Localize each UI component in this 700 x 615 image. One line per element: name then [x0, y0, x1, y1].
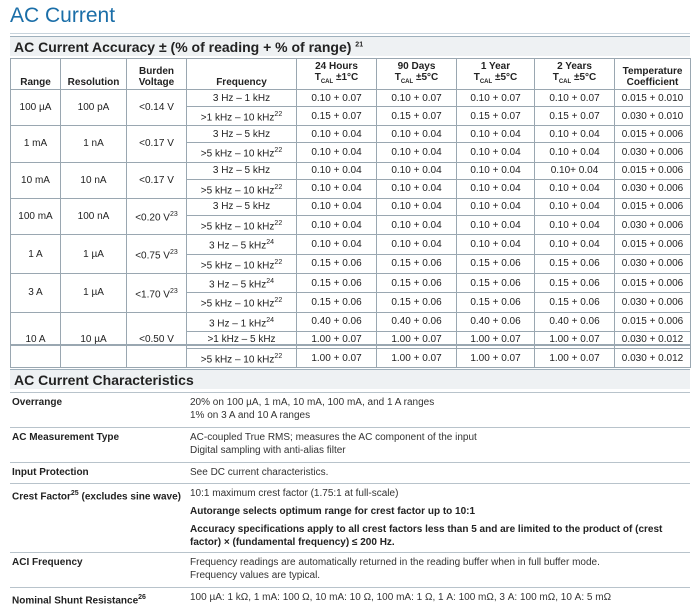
cell-accuracy: 0.10 + 0.04	[297, 162, 377, 179]
table-row	[11, 198, 691, 215]
cell-accuracy: 0.10 + 0.04	[535, 179, 615, 198]
cell-accuracy: 0.10 + 0.04	[377, 215, 457, 234]
cell-accuracy: 0.10 + 0.04	[297, 126, 377, 143]
cell-accuracy: 0.10 + 0.04	[535, 126, 615, 143]
cell-accuracy: 0.40 + 0.06	[297, 312, 377, 331]
cell-accuracy: 0.015 + 0.006	[615, 235, 691, 254]
cell-accuracy: 0.10 + 0.04	[457, 143, 535, 162]
cell-accuracy: 0.10 + 0.04	[535, 235, 615, 254]
cell-accuracy: 0.10 + 0.04	[535, 215, 615, 234]
cell-accuracy: 0.015 + 0.006	[615, 198, 691, 215]
accuracy-table	[10, 58, 691, 368]
cell-accuracy: 0.40 + 0.06	[377, 312, 457, 331]
cell-frequency: 3 Hz – 1 kHz$^{24}$	[187, 312, 297, 331]
cell-accuracy: 0.10 + 0.04	[457, 179, 535, 198]
cell-accuracy: 0.15 + 0.06	[377, 273, 457, 292]
cell-range: 10 mA	[11, 162, 61, 198]
cell-accuracy: 0.40 + 0.06	[535, 312, 615, 331]
cell-resolution: 1 µA	[61, 235, 127, 274]
table-row	[11, 312, 691, 331]
cell-frequency: >5 kHz – 10 kHz$^{22}$	[187, 215, 297, 234]
nominal-shunt-row	[10, 587, 690, 609]
cell-accuracy: 0.030 + 0.006	[615, 254, 691, 273]
overrange-label: Overrange	[12, 397, 63, 408]
col-range: Range	[11, 59, 61, 90]
col-1y: 1 Year $T_{CAL} \pm 5^\circ C$	[457, 59, 535, 90]
cell-accuracy: 0.10 + 0.07	[457, 90, 535, 107]
cell-accuracy: 0.10 + 0.04	[297, 215, 377, 234]
crest-factor-label: Crest Factor$^{25}$ (excludes sine wave)	[12, 490, 181, 503]
cell-accuracy: 0.030 + 0.006	[615, 293, 691, 312]
crest-factor-row	[10, 483, 690, 552]
overrange-text-1: 20% on 100 µA, 1 mA, 10 mA, 100 mA, and 1 A ranges	[190, 397, 435, 408]
cell-accuracy: 0.10 + 0.04	[457, 198, 535, 215]
cell-accuracy: 1.00 + 0.07	[457, 348, 535, 367]
aci-text-1: Frequency readings are automatically returned in the reading buffer when in full buffer mode.	[190, 557, 600, 568]
cell-frequency: >5 kHz – 10 kHz$^{22}$	[187, 179, 297, 198]
col-frequency: Frequency	[187, 59, 297, 90]
cell-accuracy: 0.15 + 0.06	[297, 273, 377, 292]
cell-burden: <0.20 $V^{23}$	[127, 198, 187, 234]
cell-accuracy: 1.00 + 0.07	[297, 348, 377, 367]
cell-accuracy: 0.15 + 0.06	[377, 254, 457, 273]
cell-accuracy: 0.10 + 0.04	[377, 179, 457, 198]
cell-range: 100 µA	[11, 90, 61, 126]
cell-accuracy: 0.10 + 0.04	[457, 126, 535, 143]
cell-range: 3 A	[11, 273, 61, 312]
cf-text-2: Autorange selects optimum range for crest factor up to 10:1	[190, 506, 476, 517]
cell-frequency: 3 Hz – 5 kHz$^{24}$	[187, 273, 297, 292]
cell-accuracy: 0.015 + 0.006	[615, 273, 691, 292]
cell-accuracy: 0.15 + 0.06	[297, 254, 377, 273]
cell-accuracy: 1.00 + 0.07	[535, 348, 615, 367]
cell-resolution: 1 nA	[61, 126, 127, 162]
table-row	[11, 273, 691, 292]
cell-accuracy: 0.10 + 0.04	[535, 143, 615, 162]
characteristics-section-heading: AC Current Characteristics	[10, 369, 690, 389]
cell-burden: <1.70 $V^{23}$	[127, 273, 187, 312]
cell-accuracy: 0.15 + 0.06	[377, 293, 457, 312]
acmt-text-2: Digital sampling with anti-alias filter	[190, 445, 346, 456]
cell-frequency: >1 kHz – 10 kHz$^{22}$	[187, 107, 297, 126]
cell-accuracy: 0.015 + 0.010	[615, 90, 691, 107]
cell-accuracy: 0.10 + 0.04	[297, 198, 377, 215]
cell-accuracy: 0.10 + 0.04	[377, 162, 457, 179]
accuracy-heading-text: AC Current Accuracy ± (% of reading + % of range)	[14, 39, 352, 55]
ip-text-1: See DC current characteristics.	[190, 467, 329, 478]
cell-accuracy: 0.015 + 0.006	[615, 126, 691, 143]
aci-frequency-label: ACI Frequency	[12, 557, 83, 568]
cf-text-1: 10:1 maximum crest factor (1.75:1 at full-scale)	[190, 488, 399, 499]
cell-burden: <0.14 V	[127, 90, 187, 126]
table-header-row	[11, 59, 691, 90]
cell-accuracy: 0.15 + 0.06	[297, 293, 377, 312]
cell-accuracy: 0.10 + 0.04	[297, 179, 377, 198]
cell-accuracy: 0.15 + 0.06	[535, 254, 615, 273]
input-protection-label: Input Protection	[12, 467, 89, 478]
cell-accuracy: 0.10 + 0.07	[297, 90, 377, 107]
table-row	[11, 162, 691, 179]
cell-frequency: 3 Hz – 5 kHz	[187, 198, 297, 215]
cell-frequency: 3 Hz – 5 kHz$^{24}$	[187, 235, 297, 254]
cell-burden: <0.17 V	[127, 162, 187, 198]
cell-accuracy: 0.030 + 0.006	[615, 143, 691, 162]
cell-accuracy: 0.15 + 0.06	[535, 293, 615, 312]
cf-text-3: Accuracy specifications apply to all crest factors less than 5 and are limited to the product of (crest factor) × (fundamental frequency) ≤ 200 Hz.	[190, 524, 663, 548]
cell-accuracy: 0.10 + 0.04	[535, 198, 615, 215]
acmt-text-1: AC-coupled True RMS; measures the AC component of the input	[190, 432, 477, 443]
cell-range: 100 mA	[11, 198, 61, 234]
cell-accuracy: 0.10 + 0.04	[297, 235, 377, 254]
cell-accuracy: 0.10 + 0.04	[297, 143, 377, 162]
cell-accuracy: 0.10 + 0.07	[377, 90, 457, 107]
cell-frequency: 3 Hz – 1 kHz	[187, 90, 297, 107]
cell-accuracy: 0.40 + 0.06	[457, 312, 535, 331]
ac-measurement-type-label: AC Measurement Type	[12, 432, 120, 443]
cell-accuracy: 1.00 + 0.07	[297, 331, 377, 348]
cell-accuracy: 1.00 + 0.07	[457, 331, 535, 348]
col-2y: 2 Years $T_{CAL} \pm 5^\circ C$	[535, 59, 615, 90]
cell-accuracy: 0.10 + 0.04	[377, 198, 457, 215]
cell-range: 1 mA	[11, 126, 61, 162]
cell-burden: <0.50 V	[127, 312, 187, 368]
cell-accuracy: 0.10 + 0.07	[535, 90, 615, 107]
page-title: AC Current	[10, 4, 116, 27]
table-row	[11, 235, 691, 254]
cell-accuracy: 0.10 + 0.04	[377, 126, 457, 143]
ac-measurement-type-row	[10, 427, 690, 462]
cell-accuracy: 0.10 + 0.04	[457, 215, 535, 234]
cell-frequency: >5 kHz – 10 kHz$^{22}$	[187, 254, 297, 273]
cell-resolution: 100 nA	[61, 198, 127, 234]
cell-burden: <0.75 $V^{23}$	[127, 235, 187, 274]
table-row	[11, 90, 691, 107]
cell-frequency: >5 kHz – 10 kHz$^{22}$	[187, 143, 297, 162]
cell-accuracy: 1.00 + 0.07	[377, 331, 457, 348]
cell-accuracy: 1.00 + 0.07	[535, 331, 615, 348]
cell-frequency: >5 kHz – 10 kHz$^{22}$	[187, 293, 297, 312]
cell-range: 1 A	[11, 235, 61, 274]
col-temp-coeff: Temperature Coefficient	[615, 59, 691, 90]
cell-accuracy: 0.15 + 0.06	[457, 254, 535, 273]
input-protection-row	[10, 462, 690, 483]
cell-resolution: 1 µA	[61, 273, 127, 312]
cell-accuracy: 0.015 + 0.006	[615, 162, 691, 179]
cell-frequency: >1 kHz – 5 kHz	[187, 331, 297, 348]
cell-accuracy: 0.10 + 0.04	[377, 235, 457, 254]
cell-accuracy: 0.10 + 0.04	[377, 143, 457, 162]
aci-frequency-row	[10, 552, 690, 587]
overrange-row	[10, 392, 690, 427]
title-divider	[10, 33, 690, 34]
cell-accuracy: 0.10+ 0.04	[535, 162, 615, 179]
cell-resolution: 100 pA	[61, 90, 127, 126]
cell-accuracy: 1.00 + 0.07	[377, 348, 457, 367]
col-90d: 90 Days $T_{CAL} \pm 5^\circ C$	[377, 59, 457, 90]
accuracy-section-heading	[10, 36, 690, 56]
cell-accuracy: 0.030 + 0.012	[615, 331, 691, 348]
cell-accuracy: 0.10 + 0.04	[457, 162, 535, 179]
cell-frequency: 3 Hz – 5 kHz	[187, 126, 297, 143]
cell-accuracy: 0.10 + 0.04	[457, 235, 535, 254]
cell-burden: <0.17 V	[127, 126, 187, 162]
cell-accuracy: 0.15 + 0.07	[535, 107, 615, 126]
cell-frequency: >5 kHz – 10 kHz$^{22}$	[187, 348, 297, 367]
overrange-text-2: 1% on 3 A and 10 A ranges	[190, 410, 311, 421]
cell-resolution: 10 nA	[61, 162, 127, 198]
cell-accuracy: 0.030 + 0.006	[615, 179, 691, 198]
cell-accuracy: 0.15 + 0.06	[535, 273, 615, 292]
col-resolution: Resolution	[61, 59, 127, 90]
cell-accuracy: 0.15 + 0.07	[457, 107, 535, 126]
nominal-shunt-label: Nominal Shunt Resistance$^{26}$	[12, 594, 146, 607]
cell-accuracy: 0.15 + 0.06	[457, 273, 535, 292]
cell-accuracy: 0.015 + 0.006	[615, 312, 691, 331]
cell-accuracy: 0.030 + 0.006	[615, 215, 691, 234]
col-24h: 24 Hours $T_{CAL} \pm 1^\circ C$	[297, 59, 377, 90]
nsr-text-1: 100 µA: 1 kΩ, 1 mA: 100 Ω, 10 mA: 10 Ω, 100 mA: 1 Ω, 1 A: 100 mΩ, 3 A: 100 mΩ, 10 A: 5 mΩ	[190, 592, 612, 603]
cell-frequency: 3 Hz – 5 kHz	[187, 162, 297, 179]
cell-accuracy: 0.15 + 0.07	[377, 107, 457, 126]
footnote-ref: 21	[355, 41, 364, 49]
cell-accuracy: 0.030 + 0.010	[615, 107, 691, 126]
cell-resolution: 10 µA	[61, 312, 127, 368]
cell-range: 10 A	[11, 312, 61, 368]
table-row	[11, 126, 691, 143]
cell-accuracy: 0.15 + 0.07	[297, 107, 377, 126]
cell-accuracy: 0.030 + 0.012	[615, 348, 691, 367]
table-bottom-divider	[10, 344, 690, 346]
aci-text-2: Frequency values are typical.	[190, 570, 321, 581]
cell-accuracy: 0.15 + 0.06	[457, 293, 535, 312]
col-burden: Burden Voltage	[127, 59, 187, 90]
